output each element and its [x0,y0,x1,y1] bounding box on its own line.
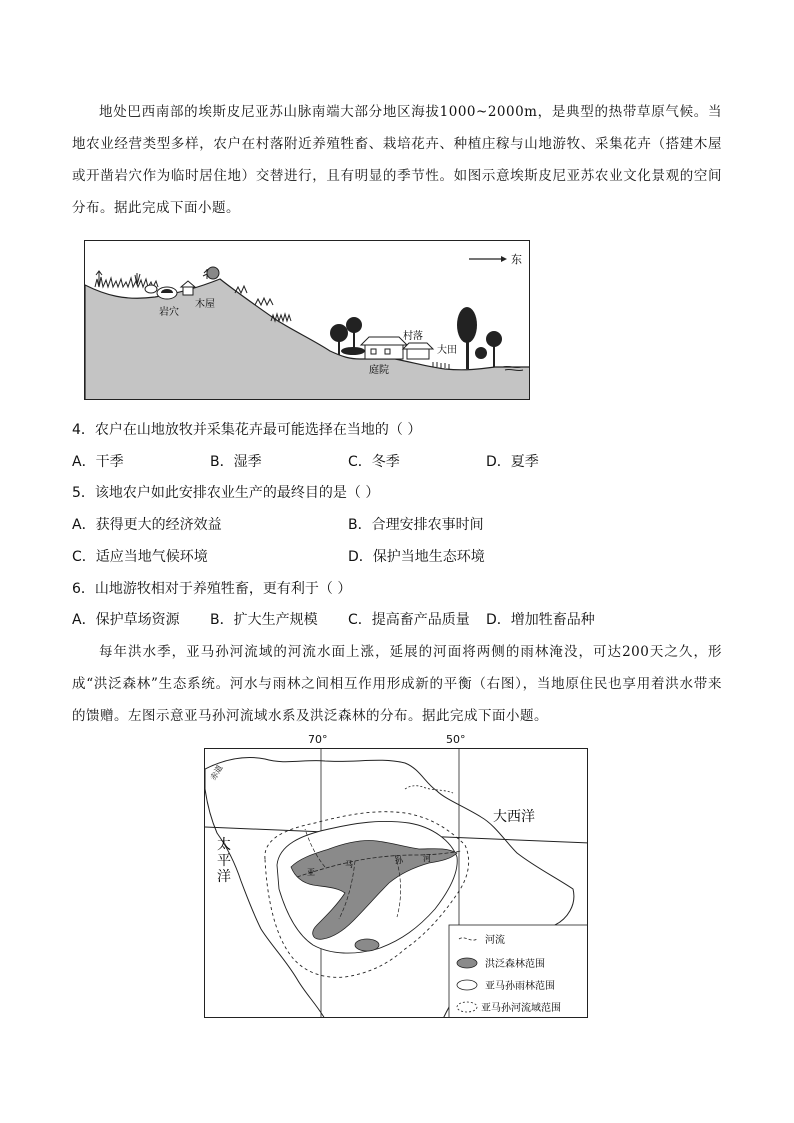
equator-label: 赤道 [208,763,225,782]
q6-option-d[interactable]: D．增加牲畜品种 [486,612,595,628]
legend-flooded-forest: 洪泛森林范围 [485,959,545,970]
ocean-pacific-label-2: 平 [217,853,231,869]
river-char-3: 孙 [395,856,403,865]
q4-option-c[interactable]: C．冬季 [348,454,400,470]
q4-option-d[interactable]: D．夏季 [486,454,539,470]
river-char-4: 河 [423,854,431,863]
legend-river: 河流 [485,935,505,946]
map-legend [449,925,588,1018]
plant-icons [96,267,219,285]
label-village: 村落 [403,331,423,342]
passage-espinhaco: 地处巴西南部的埃斯皮尼亚苏山脉南端大部分地区海拔1000~2000m，是典型的热带草原气候。当地农业经营类型多样，农户在村落附近养殖牲畜、栽培花卉、种植庄稼与山地游牧、采集花卉（搭建木屋或开凿岩穴作为临时居住地）交替进行，且有明显的季节性。如图示意埃斯皮尼亚苏农业文化景观的空间分布。据此完成下面小题。 [72,104,722,216]
trees-right [457,307,502,369]
flooded-forest-patch [355,939,379,951]
q4-option-b[interactable]: B．湿季 [210,454,262,470]
trees-left [330,317,365,355]
longitude-70: 70° [308,733,328,746]
ocean-atlantic-label: 大西洋 [493,809,535,825]
q5-option-a[interactable]: A．获得更大的经济效益 [72,517,222,533]
q6-option-a[interactable]: A．保护草场资源 [72,612,180,628]
legend-basin: 亚马孙河流域范围 [481,1003,561,1014]
label-field: 大田 [437,345,457,356]
figure-farm-cross-section [84,240,530,400]
q6-option-b[interactable]: B．扩大生产规模 [210,612,318,628]
q4-option-a[interactable]: A．干季 [72,454,124,470]
question-5-stem: 5．该地农户如此安排农业生产的最终目的是（ ） [72,485,380,501]
label-courtyard: 庭院 [369,365,389,376]
q5-option-b[interactable]: B．合理安排农事时间 [348,517,484,533]
cross-section-svg [85,241,530,400]
q5-option-d[interactable]: D．保护当地生态环境 [348,549,485,565]
ocean-pacific-label-3: 洋 [217,869,231,885]
ocean-pacific-label-1: 太 [217,837,231,853]
question-6-stem: 6．山地游牧相对于养殖牲畜，更有利于（ ） [72,581,352,597]
east-arrow-head [501,256,507,262]
river-char-1: 亚 [307,868,315,877]
longitude-50: 50° [446,733,466,746]
east-label: 东 [511,253,522,266]
legend-rainforest: 亚马孙雨林范围 [485,981,555,992]
question-4-stem: 4．农户在山地放牧并采集花卉最可能选择在当地的（ ） [72,422,422,438]
q5-option-c[interactable]: C．适应当地气候环境 [72,549,208,565]
q6-option-c[interactable]: C．提高畜产品质量 [348,612,470,628]
label-hut: 木屋 [195,299,215,310]
amazon-map-svg [205,749,588,1018]
passage-amazon: 每年洪水季，亚马孙河流域的河流水面上涨，延展的河面将两侧的雨林淹没，可达200天之久，形成“洪泛森林”生态系统。河水与雨林之间相互作用形成新的平衡（右图），当地原住民也享用着洪水带来的馈赠。左图示意亚马孙河流域水系及洪泛森林的分布。据此完成下面小题。 [72,644,722,724]
figure-amazon-map [204,748,588,1018]
river-char-2: 马 [345,860,353,869]
label-cave: 岩穴 [159,307,179,318]
